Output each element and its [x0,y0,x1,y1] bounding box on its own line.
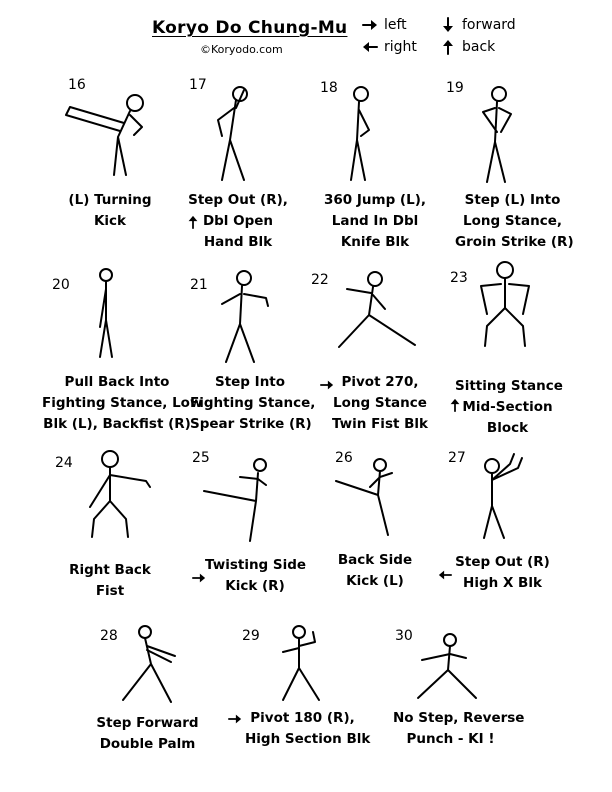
legend-label-left: left [384,17,407,33]
move-caption: Twisting Side Kick (R) [205,557,307,594]
move-caption: Step Out (R), Dbl Open Hand Blk [188,192,288,250]
move-number: 26 [335,450,353,466]
figure-back-fist [80,445,170,540]
move-number: 30 [395,628,413,644]
figure-knife-block [335,80,395,190]
figure-reverse-punch [410,630,490,705]
legend-label-forward: forward [462,17,516,33]
figure-double-open-hand-block [200,80,270,190]
legend-label-back: back [462,39,496,55]
legend-back [440,39,495,55]
legend-label-right: right [384,39,417,55]
move-number: 21 [190,277,208,293]
arrow-right-icon [362,17,378,33]
move-number: 29 [242,628,260,644]
move-caption: Step (L) Into Long Stance, Groin Strike (R) [455,192,574,250]
move-number: 16 [68,77,86,93]
move-caption: Pull Back Into Fighting Stance, Low Blk (L), Backfist (R) [42,374,203,432]
move-caption: Step Forward Double Palm [96,715,199,752]
move-number: 25 [192,450,210,466]
figure-spear-strike [210,268,290,368]
move-number: 28 [100,628,118,644]
figure-sitting-stance-block [465,258,545,353]
figure-double-palm [115,622,195,707]
move-number: 22 [311,272,329,288]
move-caption: Back Side Kick (L) [337,552,413,589]
figure-twin-fist-block [325,265,425,355]
move-caption: 360 Jump (L), Land In Dbl Knife Blk [323,192,426,250]
arrow-left-icon [362,39,378,55]
move-caption: Pivot 180 (R), High Section Blk [245,710,371,747]
move-number: 20 [52,277,70,293]
move-caption: Step Into Fighting Stance, Spear Strike (R) [190,374,316,432]
direction-arrow-up-icon [448,398,462,412]
figure-turning-kick [60,85,160,185]
move-number: 17 [189,77,207,93]
direction-arrow-left-icon [438,568,452,582]
legend-right [362,39,417,55]
figure-low-block-backfist [90,265,130,365]
arrow-up-icon [440,39,456,55]
move-caption: Right Back Fist [69,562,151,599]
arrow-down-icon [440,17,456,33]
direction-arrow-up-icon [186,215,200,229]
move-number: 18 [320,80,338,96]
figure-high-x-block [470,448,540,543]
move-caption: No Step, Reverse Punch - KI ! [393,710,525,747]
figure-back-side-kick [330,455,420,540]
legend-forward [440,17,516,33]
move-number: 27 [448,450,466,466]
move-number: 19 [446,80,464,96]
figure-groin-strike [465,82,535,192]
move-number: 23 [450,270,468,286]
legend-left [362,17,407,33]
move-number: 24 [55,455,73,471]
direction-arrow-right-icon [192,571,206,585]
move-caption: Step Out (R) High X Blk [455,554,550,591]
move-caption: (L) Turning Kick [68,192,152,229]
figure-high-section-block [265,622,335,707]
move-caption: Pivot 270, Long Stance Twin Fist Blk [331,374,429,432]
figure-twisting-side-kick [200,455,300,545]
page-title: Koryo Do Chung-Mu [152,18,348,38]
copyright-text: ©Koryodo.com [200,43,283,56]
move-caption: Sitting Stance Mid-Section Block [455,378,563,436]
direction-arrow-right-icon [228,712,242,726]
direction-arrow-right-icon [320,378,334,392]
